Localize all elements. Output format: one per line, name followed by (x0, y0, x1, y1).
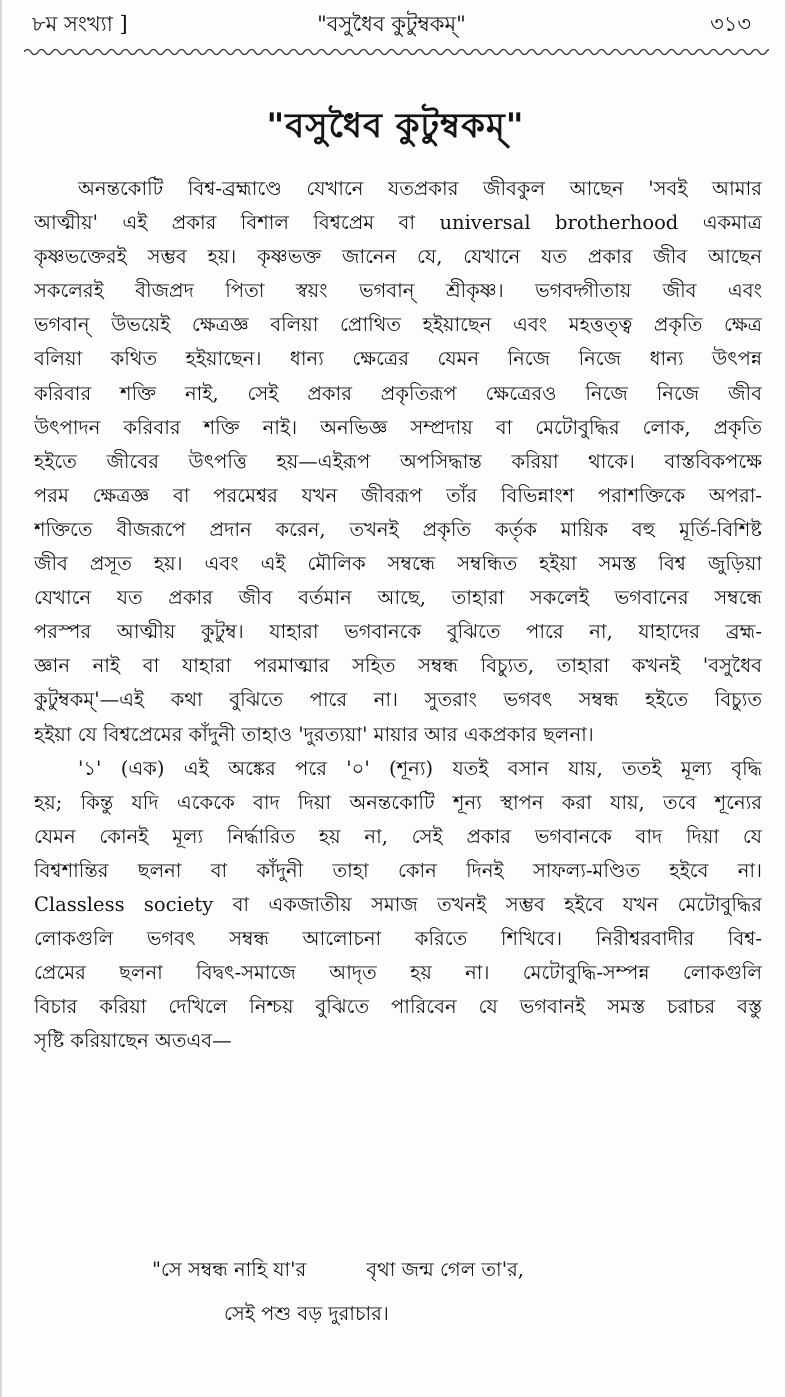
body-line: হয়; কিন্তু যদি একেকে বাদ দিয়া অনন্তকোটি শূন্য স্থাপন করা যায়, তবে শূন্যের (34, 790, 762, 814)
body-line: কৃষ্ণভক্তেরই সম্ভব হয়। কৃষ্ণভক্ত জানেন যে, যেখানে যত প্রকার জীব আছেন (34, 245, 762, 269)
body-line: বিশ্বশান্তির ছলনা বা কাঁদুনী তাহা কোন দিনই সাফল্য-মণ্ডিত হইবে না। (34, 858, 762, 882)
body-line: বিচার করিয়া দেখিলে নিশ্চয় বুঝিতে পারিবেন যে ভগবানই সমস্ত চরাচর বস্তু (34, 995, 762, 1019)
body-line: জ্ঞান নাই বা যাহারা পরমাত্মার সহিত সম্বন্ধ বিচ্যুত, তাহারা কখনই 'বসুধৈব (34, 654, 762, 678)
verse-line-1 (2, 1256, 787, 1288)
body-line: পরম ক্ষেত্রজ্ঞ বা পরমেশ্বর যখন জীবরূপ তাঁর বিভিন্নাংশ পরাশক্তিকে অপরা- (34, 483, 762, 507)
running-title: "বসুধৈব কুটুম্বকম্" (317, 12, 466, 36)
body-line: হইয়া যে বিশ্বপ্রেমের কাঁদুনী তাহাও 'দুরত্যয়া' মায়ার আর একপ্রকার ছলনা। (34, 722, 594, 746)
body-line: লোকগুলি ভগবৎ সম্বন্ধ আলোচনা করিতে শিখিবে। নিরীশ্বরবাদীর বিশ্ব- (34, 927, 762, 951)
wavy-divider (24, 46, 769, 58)
body-line: জীব প্রসূত হয়। এবং এই মৌলিক সম্বন্ধে সম্বন্ধিত হইয়া সমস্ত বিশ্ব জুড়িয়া (34, 552, 762, 576)
body-line: সকলেরই বীজপ্রদ পিতা স্বয়ং ভগবান্ শ্রীকৃষ্ণ। ভগবদ্গীতায় জীব এবং (34, 279, 762, 303)
body-line: হইতে জীবের উৎপত্তি হয়—এইরূপ অপসিদ্ধান্ত করিয়া থাকে। বাস্তবিকপক্ষে (34, 449, 762, 473)
body-line: বলিয়া কথিত হইয়াছেন। ধান্য ক্ষেত্রের যেমন নিজে নিজে ধান্য উৎপন্ন (34, 347, 762, 371)
running-header (32, 6, 751, 42)
article-body (34, 172, 762, 1058)
body-line: যেমন কোনই মূল্য নির্দ্ধারিত হয় না, সেই প্রকার ভগবানকে বাদ দিয়া যে (34, 824, 762, 848)
page-number: ৩১৩ (710, 12, 751, 36)
body-line: উৎপাদন করিবার শক্তি নাই। অনভিজ্ঞ সম্প্রদায় বা মেটোবুদ্ধির লোক, প্রকৃতি (34, 415, 762, 439)
body-line: Classless society বা একজাতীয় সমাজ তখনই সম্ভব হইবে যখন মেটোবুদ্ধির (34, 892, 762, 916)
body-line: কুটুম্বকম্'—এই কথা বুঝিতে পারে না। সুতরাং ভগবৎ সম্বন্ধ হইতে বিচ্যুত (34, 688, 762, 712)
body-line: পরস্পর আত্মীয় কুটুম্ব। যাহারা ভগবানকে বুঝিতে পারে না, যাহাদের ব্রহ্ম- (34, 620, 762, 644)
verse-line-1-second-half: বৃথা জন্ম গেল তা'র, (366, 1258, 524, 1281)
article-title: "বসুধৈব কুটুম্বকম্" (266, 106, 525, 146)
body-line: আত্মীয়' এই প্রকার বিশাল বিশ্বপ্রেম বা universal brotherhood একমাত্র (34, 211, 762, 235)
verse-line-2: সেই পশু বড় দুরাচার। (224, 1302, 389, 1325)
body-line: ভগবান্ উভয়েই ক্ষেত্রজ্ঞ বলিয়া প্রোথিত হইয়াছেন এবং মহত্তত্ত্ব প্রকৃতি ক্ষেত্র (34, 313, 762, 337)
verse-line-1-first-half: "সে সম্বন্ধ নাহি যা'র (152, 1258, 307, 1281)
body-line: '১' (এক) এই অঙ্কের পরে '০' (শূন্য) যতই বসান যায়, ততই মূল্য বৃদ্ধি (78, 756, 762, 780)
body-line: শক্তিতে বীজরূপে প্রদান করেন, তখনই প্রকৃতি কর্তৃক মায়িক বহু মূর্তি-বিশিষ্ট (34, 517, 762, 541)
body-line: যেখানে যত প্রকার জীব বর্তমান আছে, তাহারা সকলেই ভগবানের সম্বন্ধে (34, 586, 762, 610)
body-line: অনন্তকোটি বিশ্ব-ব্রহ্মাণ্ডে যেখানে যতপ্রকার জীবকুল আছেন 'সবই আমার (78, 177, 762, 200)
body-line: সৃষ্টি করিয়াছেন অতএব— (34, 1029, 232, 1053)
body-line: করিবার শক্তি নাই, সেই প্রকার প্রকৃতিরূপ ক্ষেত্রেরও নিজে নিজে জীব (34, 381, 762, 405)
body-line: প্রেমের ছলনা বিদ্বৎ-সমাজে আদৃত হয় না। মেটোবুদ্ধি-সম্পন্ন লোকগুলি (34, 961, 762, 985)
issue-label: ৮ম সংখ্যা ] (32, 12, 128, 36)
